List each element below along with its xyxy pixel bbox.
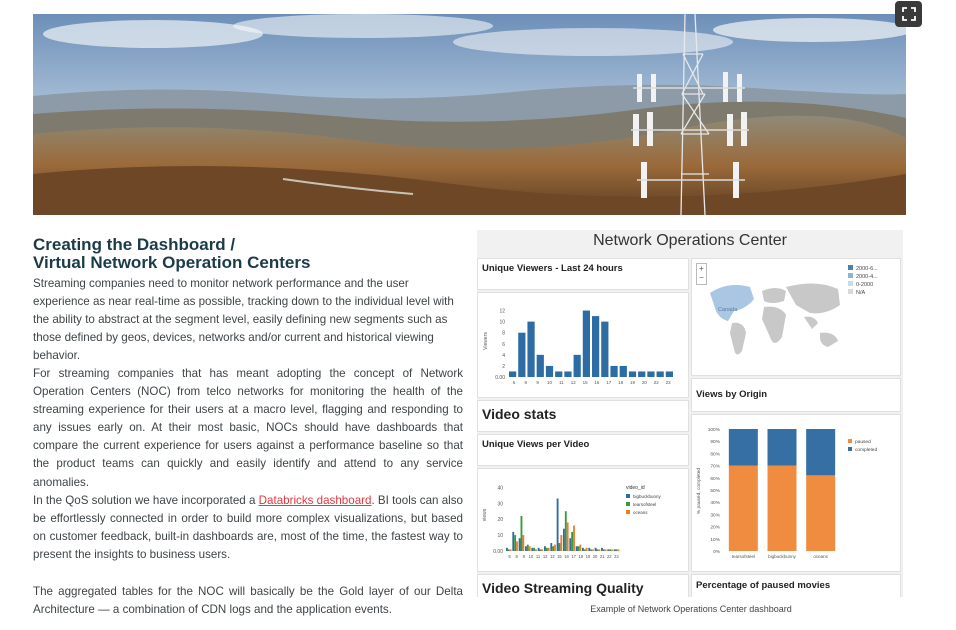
bar	[541, 549, 543, 551]
world-map-panel	[691, 258, 901, 376]
bar	[531, 548, 533, 551]
map-zoom-in-button[interactable]: +	[699, 264, 704, 273]
x-tick-label: 15	[557, 554, 562, 559]
bar	[550, 543, 552, 551]
bar	[638, 371, 645, 377]
bar	[546, 548, 548, 551]
stacked-bar-segment	[806, 475, 835, 551]
bar	[603, 549, 605, 551]
map-legend-label: 2000-6...	[856, 266, 878, 272]
bar	[611, 549, 613, 551]
x-tick-label: 10	[528, 554, 534, 559]
map-legend-item	[848, 273, 878, 281]
x-tick-label: 18	[618, 380, 624, 385]
title-line-2: Virtual Network Operation Centers	[33, 253, 311, 272]
bar	[597, 549, 599, 551]
bar	[546, 366, 553, 377]
x-tick-label: 20	[641, 380, 647, 385]
bar	[554, 545, 556, 551]
bar	[510, 549, 512, 551]
bar	[537, 355, 544, 377]
y-tick-label: 20%	[710, 525, 720, 531]
bar	[516, 541, 518, 551]
unique-views-header	[477, 434, 689, 466]
y-tick-label: 6	[502, 341, 505, 348]
bar	[512, 532, 514, 551]
x-tick-label: 11	[559, 380, 564, 385]
bar	[522, 535, 524, 551]
views-by-origin-title: Views by Origin	[696, 389, 768, 400]
legend-swatch	[626, 494, 630, 498]
bar	[582, 548, 584, 551]
bar	[588, 548, 590, 551]
bar	[610, 366, 617, 377]
bar	[601, 322, 608, 377]
y-tick-label: 30%	[710, 513, 720, 519]
bar	[521, 516, 523, 551]
legend-swatch	[626, 502, 630, 506]
bar	[579, 545, 581, 551]
bar	[540, 549, 542, 551]
bar	[584, 549, 586, 551]
bar	[666, 371, 673, 377]
legend-label: oceans	[633, 510, 648, 515]
stacked-bar-segment	[729, 429, 758, 466]
y-tick-label: 20	[497, 517, 503, 524]
bar	[552, 546, 554, 551]
bar	[657, 371, 664, 377]
y-tick-label: 10	[499, 319, 505, 326]
y-tick-label: 0.00	[495, 375, 505, 381]
expand-icon	[902, 7, 916, 21]
x-tick-label: 11	[535, 554, 541, 559]
percentage-paused-title: Percentage of paused movies	[696, 580, 831, 591]
x-tick-label: 20	[592, 554, 598, 559]
bar	[601, 548, 603, 551]
bar	[647, 371, 654, 377]
bar	[609, 549, 611, 551]
video-stats-header	[477, 400, 689, 432]
bar	[560, 535, 562, 551]
bar	[573, 526, 575, 551]
video-streaming-quality-title: Video Streaming Quality	[482, 580, 644, 596]
bar	[598, 549, 600, 551]
bar	[583, 311, 590, 377]
bar	[518, 333, 525, 377]
bar	[605, 549, 607, 551]
landscape-with-cell-tower-icon	[33, 14, 906, 215]
bar	[629, 371, 636, 377]
views-by-origin-header	[691, 378, 901, 412]
bar	[557, 499, 559, 552]
unique-views-chart	[478, 469, 688, 571]
dashboard-title: Network Operations Center	[593, 232, 787, 249]
bar	[563, 529, 565, 551]
y-axis-label: % paused, completed	[697, 467, 702, 515]
x-tick-label: 8	[524, 380, 528, 385]
y-tick-label: 70%	[710, 464, 720, 470]
y-tick-label: 80%	[710, 452, 720, 458]
paragraph-4: The aggregated tables for the NOC will basically be the Gold layer of our Delta Architecture — a combination of CDN logs and the application events.	[33, 585, 463, 617]
y-tick-label: 10%	[710, 537, 720, 543]
paused-movies-chart	[692, 415, 900, 571]
x-tick-label: 19	[629, 380, 636, 385]
bar	[514, 535, 516, 551]
legend-swatch	[848, 447, 852, 451]
legend-label: tearsofsteel	[633, 502, 657, 507]
map-legend-label: 0-2000	[856, 282, 874, 288]
x-tick-label: 10	[546, 380, 553, 385]
x-tick-label: 23	[614, 554, 619, 559]
map-legend-swatch	[848, 281, 853, 286]
bar	[535, 549, 537, 551]
title-line-1: Creating the Dashboard /	[33, 235, 236, 254]
map-legend-swatch	[848, 289, 853, 294]
y-tick-label: 12	[499, 308, 505, 315]
x-tick-label: 16	[594, 380, 600, 385]
stacked-bar-segment	[768, 466, 797, 551]
bar	[529, 546, 531, 551]
legend-label: bigbuckbunny	[633, 494, 661, 499]
x-tick-label: 19	[585, 554, 591, 559]
bar	[544, 546, 546, 551]
y-tick-label: 0%	[713, 550, 720, 555]
bar	[519, 538, 521, 551]
map-legend-label: N/A	[856, 290, 866, 296]
page-title	[33, 236, 453, 272]
bar	[614, 549, 616, 551]
unique-viewers-header	[477, 258, 689, 290]
video-stats-title: Video stats	[482, 406, 557, 422]
y-axis-label: Viewers	[483, 332, 489, 350]
unique-viewers-title: Unique Viewers - Last 24 hours	[482, 263, 623, 274]
bar	[592, 316, 599, 377]
paragraph-1: Streaming companies need to monitor network performance and the user experience as near real-time as possible, tracking down to the individual level with the ability to abstract at the segment level, easily defining new segments such as those defined by geos, devices, networks and/or current and historical viewing behavior.	[33, 277, 454, 363]
x-tick-label: 21	[599, 554, 605, 559]
bar	[595, 548, 597, 551]
x-tick-label: oceans	[813, 554, 828, 559]
stacked-bar-segment	[768, 429, 797, 466]
legend-label: paused	[855, 440, 871, 445]
bar	[592, 549, 594, 551]
bar	[590, 549, 592, 551]
legend-swatch	[626, 510, 630, 514]
x-tick-label: bigbuckbunny	[768, 554, 796, 559]
y-tick-label: 100%	[707, 428, 720, 433]
bar	[574, 355, 581, 377]
bar	[617, 549, 619, 551]
bar	[555, 371, 562, 377]
x-tick-label: 16	[564, 554, 569, 559]
unique-viewers-panel	[477, 292, 689, 398]
y-tick-label: 40	[497, 485, 503, 492]
x-tick-label: 12	[570, 380, 576, 385]
map-zoom-out-button[interactable]: −	[699, 273, 704, 282]
x-tick-label: 18	[578, 554, 584, 559]
y-tick-label: 30	[497, 501, 503, 508]
bar	[527, 322, 534, 377]
stacked-bar-segment	[729, 466, 758, 551]
bar	[571, 532, 573, 551]
map-legend-swatch	[848, 265, 853, 270]
bar	[586, 548, 588, 551]
figure-caption: Example of Network Operations Center dashboard	[590, 604, 792, 614]
y-tick-label: 50%	[710, 489, 720, 494]
x-tick-label: 15	[582, 380, 588, 385]
y-tick-label: 60%	[710, 476, 720, 482]
x-tick-label: 17	[571, 554, 577, 559]
y-tick-label: 10	[497, 533, 503, 540]
legend-title: video_id	[626, 485, 645, 491]
map-region-label: Canada	[718, 307, 738, 313]
x-tick-label: 23	[665, 380, 671, 385]
unique-viewers-chart	[478, 293, 688, 397]
map-legend-swatch	[848, 273, 853, 278]
legend-swatch	[848, 439, 852, 443]
hero-image	[33, 14, 906, 215]
bar	[509, 371, 516, 377]
percentage-paused-header	[691, 574, 901, 597]
bar	[616, 549, 618, 551]
x-tick-label: 22	[653, 380, 659, 385]
map-legend-item	[848, 289, 878, 297]
x-tick-label: 6	[512, 380, 516, 385]
x-tick-label: 13	[549, 554, 555, 559]
x-tick-label: 9	[522, 554, 525, 559]
paragraph-3-end: . BI tools can also be effortlessly connected in order to build more complex visualizations, but based on customer feedback, built-in dashboards are, most of the time, the fastest way to present the insights to business users.	[33, 494, 464, 562]
paragraph-2: For streaming companies that has meant adopting the concept of Network Operation Centers (NOC) from telco networks for monitoring the health of the streaming experience for their users at a macro level, flagging and responding to any issues early on. At their most basic, NOCs should have dashboards that compare the current experience for users against a performance baseline so that the product teams can quickly and easily identify and attend to any service anomalies.	[33, 367, 463, 489]
x-tick-label: 12	[542, 554, 548, 559]
bar	[527, 545, 529, 551]
paragraph-3-start: In the QoS solution we have incorporated a	[33, 494, 259, 507]
expand-button[interactable]	[895, 1, 922, 27]
bar	[576, 546, 578, 551]
y-tick-label: 2	[502, 363, 505, 370]
y-tick-label: 0.00	[493, 549, 503, 555]
unique-views-title: Unique Views per Video	[482, 439, 590, 450]
x-tick-label: 22	[606, 554, 612, 559]
bar	[578, 546, 580, 551]
bar	[533, 548, 535, 551]
y-axis-label: views	[482, 508, 488, 522]
y-tick-label: 8	[502, 330, 505, 337]
bar	[538, 548, 540, 551]
bar	[508, 549, 510, 551]
noc-dashboard-image	[477, 230, 903, 597]
map-legend-item	[848, 265, 878, 273]
legend-label: completed	[855, 448, 878, 453]
map-legend-item	[848, 281, 878, 289]
bar	[564, 371, 571, 377]
stacked-bar-segment	[806, 429, 835, 475]
databricks-dashboard-link[interactable]: Databricks dashboard	[258, 494, 372, 507]
bar	[559, 543, 561, 551]
map-legend	[848, 265, 878, 297]
bar	[565, 511, 567, 551]
y-tick-label: 90%	[710, 440, 720, 446]
bar	[525, 546, 527, 551]
x-tick-label: 8	[515, 554, 518, 559]
bar	[607, 549, 609, 551]
video-streaming-quality-header	[477, 574, 689, 597]
paragraph-3	[33, 492, 463, 564]
bar	[569, 538, 571, 551]
map-legend-label: 2000-4...	[856, 274, 878, 280]
x-tick-label: tearsofsteel	[731, 554, 755, 559]
x-tick-label: 9	[536, 380, 539, 385]
bar	[567, 522, 569, 551]
y-tick-label: 4	[502, 352, 505, 359]
bar	[620, 366, 627, 377]
bar	[548, 548, 550, 551]
paused-movies-panel	[691, 414, 901, 572]
x-tick-label: 17	[606, 380, 612, 385]
bar	[506, 548, 508, 551]
world-map-icon	[700, 275, 850, 367]
y-tick-label: 40%	[710, 501, 720, 507]
unique-views-panel	[477, 468, 689, 572]
x-tick-label: 6	[508, 554, 511, 559]
